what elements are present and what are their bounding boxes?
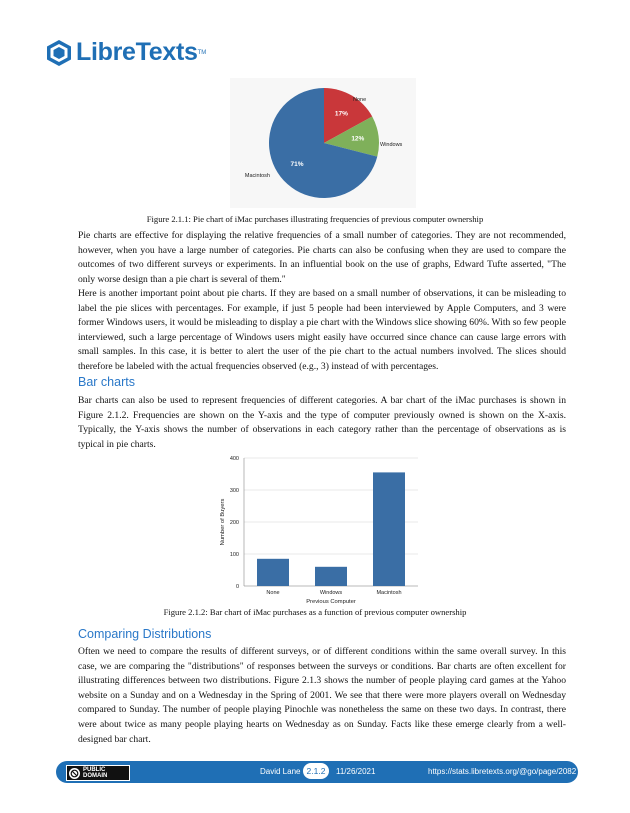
logo-trademark: TM	[197, 49, 207, 56]
paragraph-pie-percentages: Here is another important point about pie charts. If they are based on a small number of observations, it can be misleading to label the pie slices with percentages. For example, if just 5 people had been interviewed by Apple Computers, and 3 were former Windows users, it would be misleading to display a pie chart with the Windows slice showing 60%. With so few people interviewed, such a large percentage of Windows users might easily have occurred since chance can cause large errors with small samples. In this case, it is better to alert the user of the pie chart to the actual numbers involved. The slices should therefore be labeled with the actual frequencies observed (e.g., 3) instead of with percentages.	[78, 288, 566, 372]
pie-value-label-none: 17%	[334, 110, 348, 118]
x-axis-label: Previous Computer	[306, 599, 356, 605]
x-tick-label-none: None	[266, 590, 280, 596]
bar-chart-figure	[212, 452, 424, 608]
pie-category-label-macintosh: Macintosh	[244, 173, 270, 179]
footer-author: David Lane	[260, 767, 301, 776]
footer-page-number: 2.1.2	[303, 763, 329, 779]
paragraph-pie-charts: Pie charts are effective for displaying the relative frequencies of a small number of categories. They are not recommended, however, when you have a large number of categories. Pie charts can also be confusing when they are used to compare the outcomes of two different surveys or experiments. In an influential book on the use of graphs, Edward Tufte asserted, "The only worse design than a pie chart is several of them."	[78, 230, 566, 285]
pie-value-label-macintosh: 71%	[290, 160, 304, 168]
pie-chart	[230, 78, 416, 208]
libretexts-logo[interactable]	[46, 38, 206, 67]
libretexts-hexagon-icon	[46, 39, 72, 67]
y-tick-label: 100	[229, 552, 239, 558]
bar-windows	[315, 567, 347, 586]
footer-url[interactable]: https://stats.libretexts.org/@go/page/2082	[428, 767, 577, 776]
x-tick-label-windows: Windows	[319, 590, 343, 596]
bar-macintosh	[373, 472, 405, 586]
page-footer	[56, 761, 578, 783]
figure-2-caption	[0, 607, 630, 617]
public-domain-label: PUBLIC DOMAIN	[83, 767, 108, 779]
bar-none	[257, 559, 289, 586]
heading-bar-charts: Bar charts	[78, 375, 135, 389]
public-domain-badge[interactable]	[66, 765, 130, 781]
figure-1-caption-text: : Pie chart of iMac purchases illustrating frequencies of previous computer ownership	[188, 214, 484, 224]
public-domain-icon	[69, 768, 80, 779]
y-tick-label: 200	[229, 520, 239, 526]
paragraph-bar-charts: Bar charts can also be used to represent frequencies of different categories. A bar chart of the iMac purchases is shown in Figure 2.1.2. Frequencies are shown on the Y-axis and the type of computer previously owned is shown on the X-axis. Typically, the Y-axis shows the number of observations in each category rather than the percentage of observations as is typical in pie charts.	[78, 395, 566, 450]
figure-1-label: Figure 2.1.1	[146, 214, 189, 224]
x-tick-label-macintosh: Macintosh	[376, 590, 402, 596]
figure-2-caption-text: : Bar chart of iMac purchases as a function of previous computer ownership	[205, 607, 467, 617]
figure-1-caption	[0, 214, 630, 224]
y-axis-label: Number of Buyers	[220, 498, 226, 546]
pie-category-label-windows: Windows	[380, 142, 403, 148]
pie-category-label-none: None	[353, 97, 367, 103]
footer-date: 11/26/2021	[336, 767, 376, 776]
y-tick-label: 300	[229, 488, 239, 494]
figure-2-label: Figure 2.1.2	[163, 607, 206, 617]
heading-comparing-distributions: Comparing Distributions	[78, 627, 212, 641]
logo-text: LibreTexts	[76, 38, 198, 66]
paragraph-comparing-distributions: Often we need to compare the results of different surveys, or of different conditions within the same overall survey. In this case, we are comparing the "distributions" of responses between the surveys or conditions. Bar charts are often excellent for illustrating differences between two distributions. Figure 2.1.3 shows the number of people playing card games at the Yahoo website on a Sunday and on a Wednesday in the Spring of 2001. We see that there were more players overall on Wednesday compared to Sunday. The number of people playing Pinochle was nonetheless the same on these two days. In contrast, there were about twice as many people playing hearts on Wednesday as on Sunday. Facts like these emerge clearly from a well-designed bar chart.	[78, 646, 566, 745]
y-tick-label: 400	[229, 456, 239, 462]
pie-chart-figure	[230, 78, 416, 208]
pie-value-label-windows: 12%	[351, 135, 365, 143]
bar-chart	[212, 452, 424, 608]
y-tick-label: 0	[235, 584, 239, 590]
